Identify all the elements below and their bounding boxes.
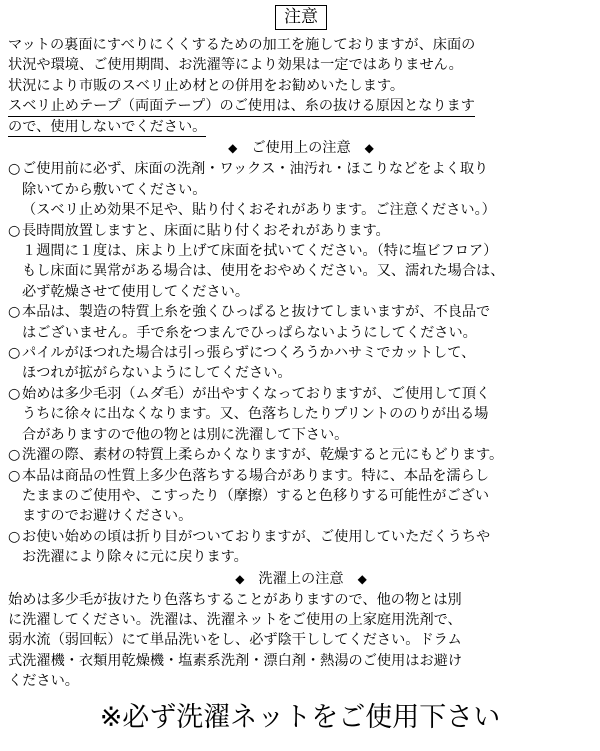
item-text: 合がありますので他の物とは別に洗濯して下さい。 (22, 426, 349, 443)
diamond-icon: ◆ (228, 141, 238, 156)
washing-section (8, 590, 594, 692)
warning-line-wrap (8, 117, 594, 138)
list-item (8, 527, 594, 568)
item-text: パイルがほつれた場合は引っ張らずにつくろうかハサミでカットして、 (22, 345, 476, 362)
warning-line-wrap (8, 96, 594, 117)
item-text: ほつれが拡がらないようにしてください。 (22, 365, 292, 382)
washing-line: 弱水流（弱回転）にて単品洗いをし、必ず陰干ししてください。ドラム (8, 632, 462, 649)
circle-marker-icon: ○ (8, 447, 21, 464)
intro-line: 状況や環境、ご使用期間、お洗濯等により効果は一定ではありません。 (8, 57, 463, 74)
diamond-icon: ◆ (364, 141, 374, 156)
circle-marker-icon: ○ (8, 467, 21, 484)
intro-section (8, 35, 594, 137)
diamond-icon: ◆ (357, 571, 367, 586)
tape-warning-line: ので、使用しないでください。 (8, 118, 206, 138)
diamond-icon: ◆ (235, 571, 245, 586)
circle-marker-icon: ○ (8, 345, 21, 362)
list-item (8, 302, 594, 343)
item-text: （スベリ止め効果不足や、貼り付くおそれがあります。ご注意ください。） (22, 202, 496, 219)
item-text: １週間に１度は、床より上げて床面を拭いてください。（特に塩ビフロア） (22, 243, 498, 260)
circle-marker-icon: ○ (8, 222, 21, 239)
item-text: うちに徐々に出なくなります。又、色落ちしたりプリントののりが出る場 (22, 406, 489, 423)
item-text: ご使用前に必ず、床面の洗剤・ワックス・油汚れ・ほこりなどをよく取り (22, 161, 489, 178)
item-text: 除いてから敷いてください。 (22, 181, 207, 198)
list-item (8, 445, 594, 465)
list-item (8, 384, 594, 445)
washing-line: 式洗濯機・衣類用乾燥機・塩素系洗剤・漂白剤・熱湯のご使用はお避け (8, 652, 463, 669)
item-text: 洗濯の際、素材の特質上柔らかくなりますが、乾燥すると元にもどります。 (22, 447, 504, 464)
list-item (8, 466, 594, 527)
circle-marker-icon: ○ (8, 161, 21, 178)
washing-heading-text: 洗濯上の注意 (258, 570, 344, 587)
tape-warning-line: スベリ止めテープ（両面テープ）のご使用は、糸の抜ける原因となります (8, 97, 475, 117)
washing-line: に洗濯してください。洗濯は、洗濯ネットをご使用の上家庭用洗剤で、 (8, 611, 462, 628)
page-title: 注意 (275, 5, 327, 30)
circle-marker-icon: ○ (8, 304, 21, 321)
usage-heading-text: ご使用上の注意 (251, 140, 351, 157)
washing-line: 始めは多少毛が抜けたり色落ちすることがありますので、他の物とは別 (8, 591, 462, 608)
laundry-net-notice: ※必ず洗濯ネットをご使用下さい (99, 702, 501, 733)
item-text: もし床面に異常がある場合は、使用をおやめください。又、濡れた場合は、 (22, 263, 505, 280)
intro-line: マットの裏面にすべりにくくするための加工を施しておりますが、床面の (8, 37, 476, 53)
washing-heading (8, 568, 594, 590)
item-text: ますのでお避けください。 (22, 508, 193, 525)
item-text: お洗濯により除々に元に戻ります。 (22, 549, 248, 566)
item-text: 始めは多少毛羽（ムダ毛）が出やすくなっておりますが、ご使用して頂く (22, 385, 491, 402)
usage-list (8, 159, 594, 567)
title-row (8, 5, 594, 33)
item-text: お使い始めの頃は折り目がついておりますが、ご使用していただくうちや (22, 528, 491, 545)
usage-heading (8, 137, 594, 159)
item-text: 本品は、製造の特質上糸を強くひっぱると抜けてしまいますが、不良品で (22, 304, 491, 321)
item-text: たままのご使用や、こすったり（摩擦）すると色移りする可能性がござい (22, 487, 490, 504)
item-text: 本品は商品の性質上多少色落ちする場合があります。特に、本品を濡らし (22, 467, 490, 484)
item-text: はございません。手で糸をつまんでひっぱらないようにしてください。 (22, 324, 477, 341)
list-item (8, 221, 594, 303)
list-item (8, 159, 594, 220)
item-text: 長時間放置しますと、床面に貼り付くおそれがあります。 (22, 222, 390, 239)
circle-marker-icon: ○ (8, 385, 21, 402)
item-text: 必ず乾燥させて使用してください。 (22, 283, 250, 300)
intro-line: 状況により市販のスベリ止め材との併用をお勧めいたします。 (8, 77, 405, 94)
list-item (8, 343, 594, 384)
washing-line: ください。 (8, 673, 79, 690)
circle-marker-icon: ○ (8, 528, 21, 545)
